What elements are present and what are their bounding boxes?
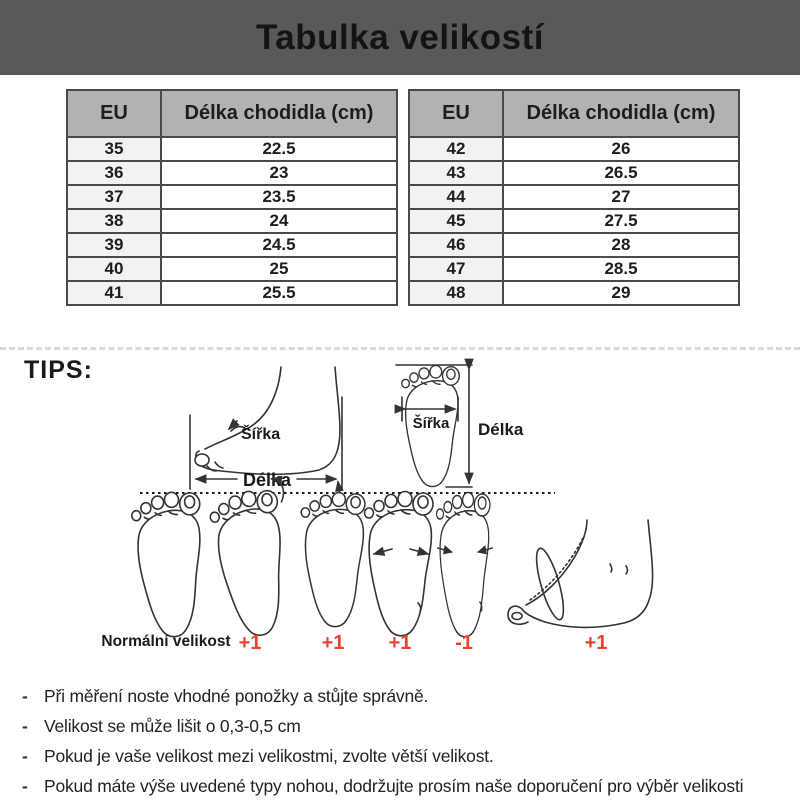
foot-length: 27 [503,185,739,209]
eu-size: 47 [409,257,503,281]
eu-size: 38 [67,209,161,233]
eu-size: 39 [67,233,161,257]
table-row [409,209,739,233]
column-header-length: Délka chodidla (cm) [161,90,397,137]
tips-heading: TIPS: [24,356,93,384]
foot-length: 24 [161,209,397,233]
table-row [409,281,739,305]
eu-size: 46 [409,233,503,257]
foot-wide [365,492,434,636]
foot-long-big-toe [207,478,301,640]
page-title: Tabulka velikostí [256,17,544,57]
list-item [22,716,786,737]
foot-label-plus1: +1 [321,632,345,654]
eu-size: 36 [67,161,161,185]
eu-size: 43 [409,161,503,185]
table-header-row [67,90,397,137]
top-width-label: Šířka [412,415,450,432]
foot-length: 26 [503,137,739,161]
table-row [409,257,739,281]
foot-normal [131,491,207,639]
table-header-row [409,90,739,137]
side-width-label: Šířka [241,426,281,443]
list-item [22,746,786,767]
top-length-label: Délka [478,420,524,439]
table-row [409,161,739,185]
notes-list [22,686,786,800]
foot-label-plus1: +1 [388,632,412,654]
table-row [409,185,739,209]
foot-length: 25.5 [161,281,397,305]
foot-high-instep [508,520,653,627]
note-text: Velikost se může lišit o 0,3-0,5 cm [44,716,301,736]
table-row [67,185,397,209]
bullet-dash: - [22,746,28,766]
top-foot-diagram [396,365,524,487]
eu-size: 35 [67,137,161,161]
column-header-eu: EU [409,90,503,137]
table-row [409,233,739,257]
eu-size: 45 [409,209,503,233]
eu-size: 37 [67,185,161,209]
note-text: Pokud je vaše velikost mezi velikostmi, zvolte větší velikost. [44,746,494,766]
foot-length: 25 [161,257,397,281]
foot-length: 29 [503,281,739,305]
foot-narrow [437,493,493,637]
column-header-length: Délka chodidla (cm) [503,90,739,137]
table-row [409,137,739,161]
section-divider [0,347,800,350]
foot-length: 23.5 [161,185,397,209]
list-item [22,776,786,797]
title-banner [0,0,800,75]
foot-length: 28 [503,233,739,257]
foot-long-second-toe [301,482,365,627]
note-text: Pokud máte výše uvedené typy nohou, dodržujte prosím naše doporučení pro výběr velikosti [44,776,744,796]
foot-length: 24.5 [161,233,397,257]
table-row [67,137,397,161]
table-row [67,233,397,257]
table-row [67,209,397,233]
side-length-label: Délka [242,470,292,490]
bullet-dash: - [22,776,28,796]
bullet-dash: - [22,716,28,736]
eu-size: 40 [67,257,161,281]
foot-length: 23 [161,161,397,185]
column-header-eu: EU [67,90,161,137]
foot-length: 26.5 [503,161,739,185]
foot-label-plus1: +1 [584,632,608,654]
table-row [67,257,397,281]
foot-label-minus1: -1 [455,632,473,654]
side-foot-diagram [190,367,342,490]
size-table-eu-35-41 [66,89,398,306]
foot-measurement-diagram [0,355,800,665]
table-row [67,161,397,185]
eu-size: 44 [409,185,503,209]
table-row [67,281,397,305]
foot-length: 28.5 [503,257,739,281]
foot-length: 27.5 [503,209,739,233]
list-item [22,686,786,707]
size-table-eu-42-48 [408,89,740,306]
foot-label-normal: Normální velikost [101,633,231,650]
foot-label-plus1: +1 [238,632,262,654]
note-text: Při měření noste vhodné ponožky a stůjte správně. [44,686,429,706]
eu-size: 48 [409,281,503,305]
eu-size: 42 [409,137,503,161]
bullet-dash: - [22,686,28,706]
foot-length: 22.5 [161,137,397,161]
eu-size: 41 [67,281,161,305]
